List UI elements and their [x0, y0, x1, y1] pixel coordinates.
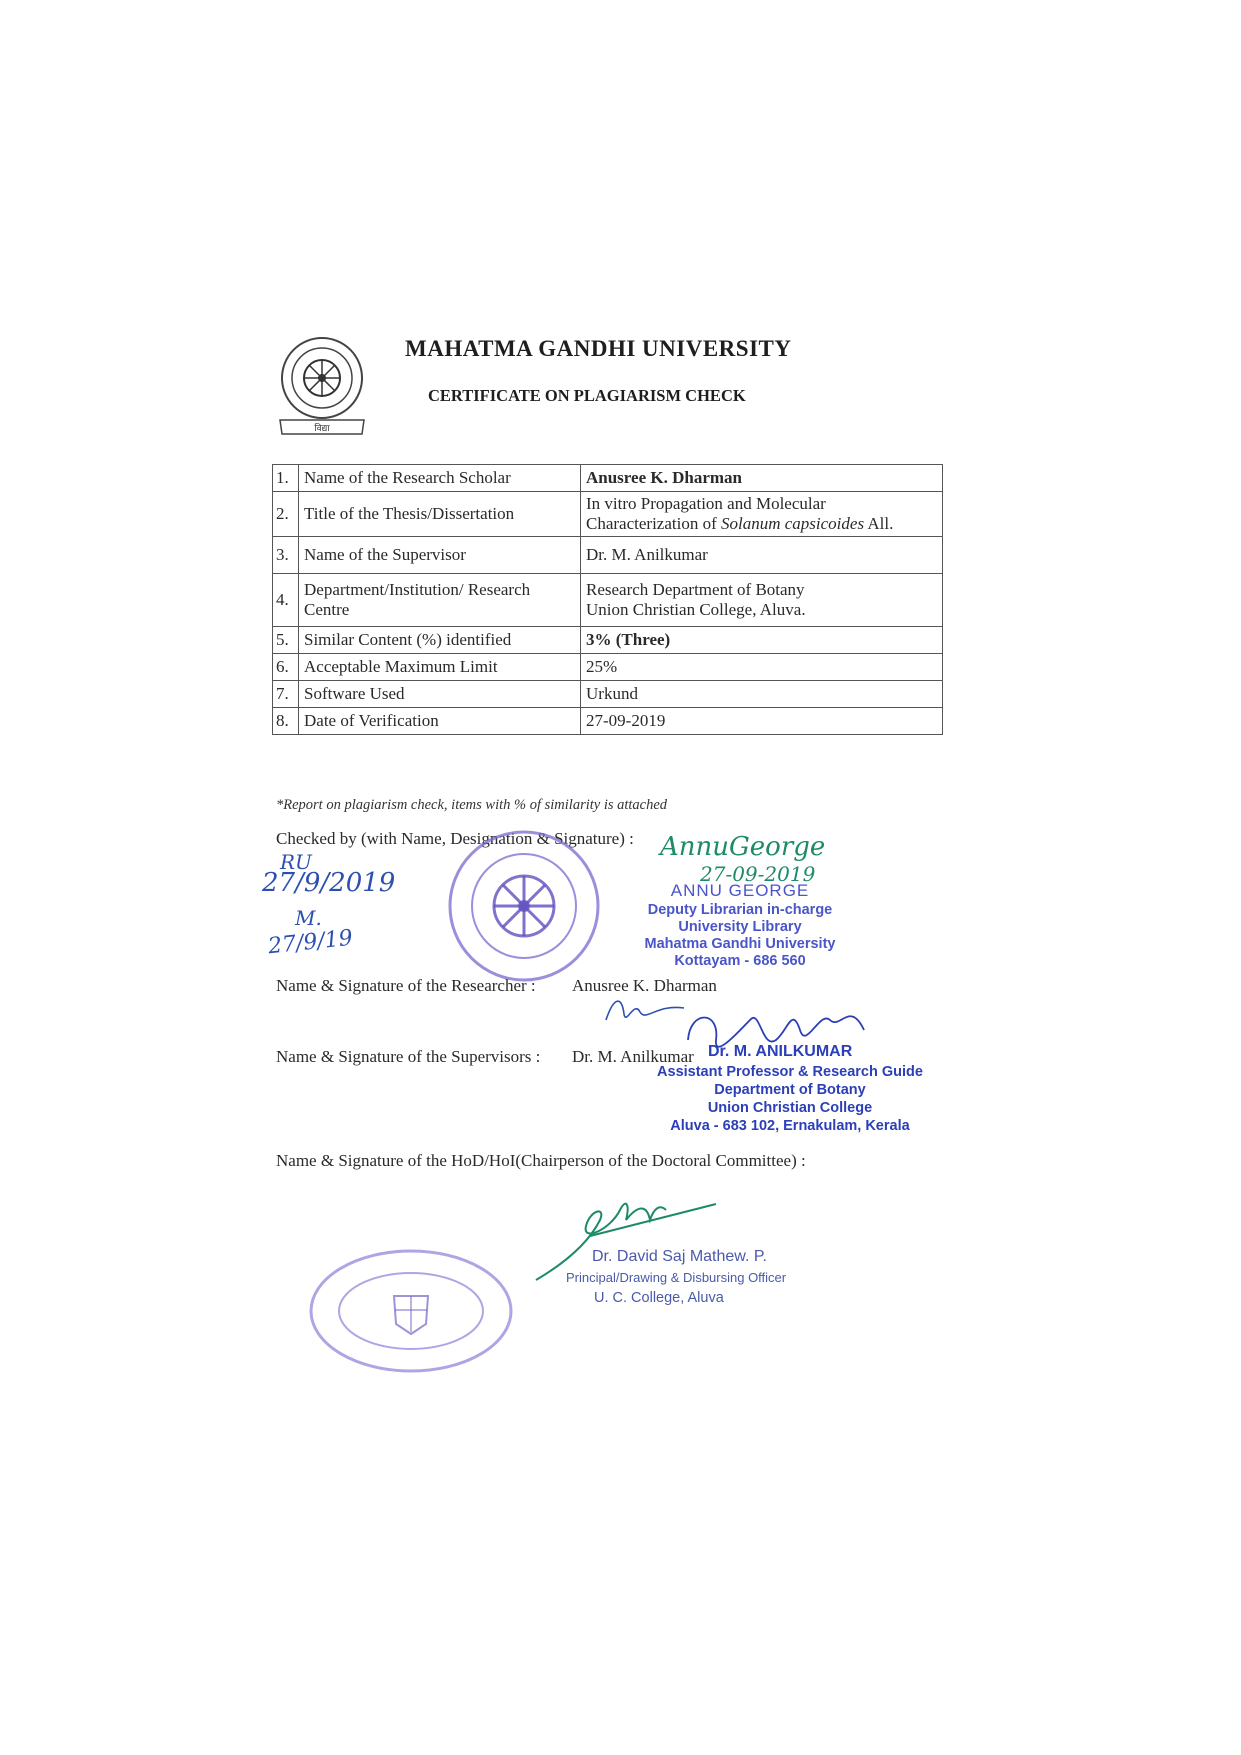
details-table — [272, 464, 943, 735]
supervisor-label: Name & Signature of the Supervisors : — [276, 1047, 541, 1066]
certificate-title: CERTIFICATE ON PLAGIARISM CHECK — [428, 386, 746, 405]
researcher-name: Anusree K. Dharman — [572, 976, 717, 995]
department — [581, 574, 943, 627]
species-name: Solanum capsicoides — [721, 514, 865, 533]
hod-label: Name & Signature of the HoD/HoI(Chairperson of the Doctoral Committee) : — [276, 1151, 806, 1170]
row-number: 7. — [273, 681, 299, 708]
university-name: MAHATMA GANDHI UNIVERSITY — [405, 336, 792, 361]
principal-stamp-name: Dr. David Saj Mathew. P. — [592, 1248, 767, 1265]
thesis-title-line1: In vitro Propagation and Molecular — [586, 494, 826, 513]
checker-stamp-line: Kottayam - 686 560 — [674, 953, 806, 969]
thesis-title-line2 — [586, 514, 936, 534]
checked-by-date: 27-09-2019 — [700, 862, 816, 886]
checker-stamp-name: ANNU GEORGE — [670, 881, 810, 900]
row-label: Similar Content (%) identified — [299, 627, 581, 654]
table-row — [273, 465, 943, 492]
supervisor-stamp-line: Union Christian College — [707, 1100, 873, 1116]
verification-date: 27-09-2019 — [581, 708, 943, 735]
row-label: Software Used — [299, 681, 581, 708]
margin-date: 27/9/19 — [266, 925, 354, 960]
supervisor-stamp-line: Aluva - 683 102, Ernakulam, Kerala — [670, 1118, 910, 1134]
margin-initials: RU — [280, 850, 312, 874]
row-number: 1. — [273, 465, 299, 492]
svg-text:विद्या: विद्या — [314, 424, 330, 434]
university-seal-stamp — [444, 826, 604, 986]
row-label: Name of the Research Scholar — [299, 465, 581, 492]
university-logo — [274, 334, 370, 438]
margin-initials: M. — [295, 906, 322, 930]
department-line1: Research Department of Botany — [586, 580, 805, 599]
supervisor-stamp-name: Dr. M. ANILKUMAR — [708, 1043, 853, 1060]
principal-stamp-line: Principal/Drawing & Disbursing Officer — [566, 1270, 787, 1285]
college-seal-stamp — [306, 1246, 516, 1376]
researcher-label: Name & Signature of the Researcher : — [276, 976, 536, 995]
row-number: 5. — [273, 627, 299, 654]
row-label: Name of the Supervisor — [299, 537, 581, 574]
table-row — [273, 681, 943, 708]
table-row — [273, 537, 943, 574]
supervisor-name: Dr. M. Anilkumar — [581, 537, 943, 574]
row-number: 2. — [273, 492, 299, 537]
row-number: 3. — [273, 537, 299, 574]
table-row — [273, 574, 943, 627]
department-line2: Union Christian College, Aluva. — [586, 600, 806, 619]
report-note: *Report on plagiarism check, items with % of similarity is attached — [276, 797, 668, 813]
table-row — [273, 627, 943, 654]
max-limit-value: 25% — [581, 654, 943, 681]
table-row — [273, 654, 943, 681]
principal-stamp-line: U. C. College, Aluva — [594, 1290, 724, 1306]
supervisor-name-text: Dr. M. Anilkumar — [572, 1047, 694, 1066]
row-number: 8. — [273, 708, 299, 735]
supervisor-stamp-line: Assistant Professor & Research Guide — [657, 1064, 923, 1080]
row-label-line1: Department/Institution/ Research — [304, 580, 531, 599]
scholar-name: Anusree K. Dharman — [581, 465, 943, 492]
row-label-line2: Centre — [304, 600, 350, 619]
row-number: 6. — [273, 654, 299, 681]
row-label: Acceptable Maximum Limit — [299, 654, 581, 681]
thesis-title-suffix: All. — [864, 514, 894, 533]
checker-stamp-line: University Library — [678, 919, 802, 935]
researcher-signature — [600, 990, 690, 1030]
row-label: Date of Verification — [299, 708, 581, 735]
table-row — [273, 708, 943, 735]
software-value: Urkund — [581, 681, 943, 708]
similarity-value: 3% (Three) — [581, 627, 943, 654]
checked-by-label: Checked by (with Name, Designation & Signature) : — [276, 829, 634, 848]
thesis-title — [581, 492, 943, 537]
checked-by-signature: AnnuGeorge — [660, 832, 826, 862]
thesis-title-prefix: Characterization of — [586, 514, 721, 533]
checker-stamp-line: Deputy Librarian in-charge — [647, 902, 833, 918]
table-row — [273, 492, 943, 537]
row-label: Title of the Thesis/Dissertation — [299, 492, 581, 537]
row-number: 4. — [273, 574, 299, 627]
margin-date: 27/9/2019 — [262, 868, 396, 898]
checker-stamp-line: Mahatma Gandhi University — [644, 936, 836, 952]
row-label — [299, 574, 581, 627]
supervisor-stamp-line: Department of Botany — [714, 1082, 866, 1098]
